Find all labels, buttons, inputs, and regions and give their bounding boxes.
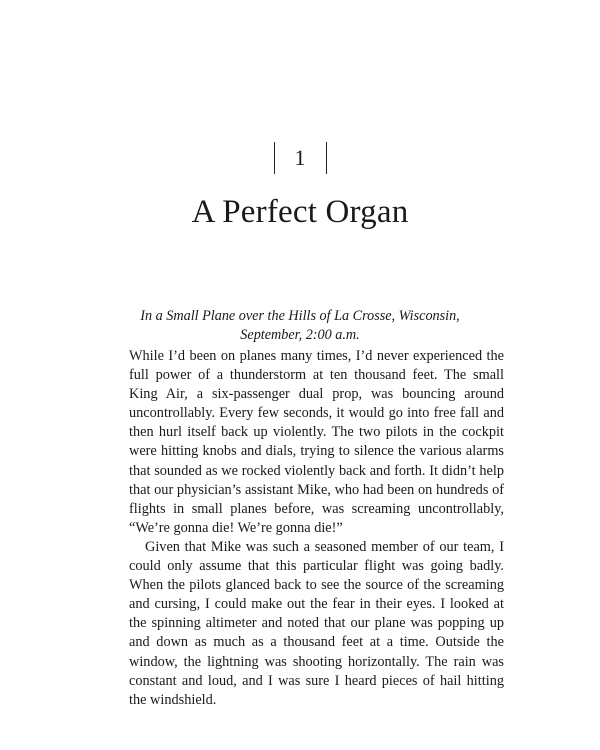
epigraph-line-2: September, 2:00 a.m. xyxy=(240,327,360,343)
right-divider xyxy=(326,142,327,174)
chapter-title: A Perfect Organ xyxy=(191,194,409,230)
body-text xyxy=(129,347,504,710)
paragraph-2: Given that Mike was such a seasoned member of our team, I could only assume that this particular flight was going badly. When the pilots glanced back to see the source of the screaming and cursing, I could make out the fear in their eyes. I looked at the spinning altimeter and noted that our plane was popping up and down as much as a thousand feet at a time. Outside the window, the lightning was shooting horizontally. The rain was constant and loud, and I was sure I heard pieces of hail hitting the windshield. xyxy=(129,538,504,708)
paragraph-1: While I’d been on planes many times, I’d never experienced the full power of a thunderstorm at ten thousand feet. The small King Air, a six-passenger dual prop, was bouncing around uncontrollably. Every few seconds, it would go into free fall and then hurl itself back up violently. The two pilots in the cockpit were hitting knobs and dials, trying to silence the various alarms that sounded as we rocked violently back and forth. It didn’t help that our physician’s assistant Mike, who had been on hundreds of flights in small planes before, was screaming uncontrollably, “We’re gonna die! We’re gonna die!” xyxy=(129,348,504,536)
chapter-number: 1 xyxy=(294,145,306,170)
epigraph-line-1: In a Small Plane over the Hills of La Crosse, Wisconsin, xyxy=(140,308,460,324)
epigraph xyxy=(0,307,600,345)
chapter-number-block xyxy=(0,138,600,178)
